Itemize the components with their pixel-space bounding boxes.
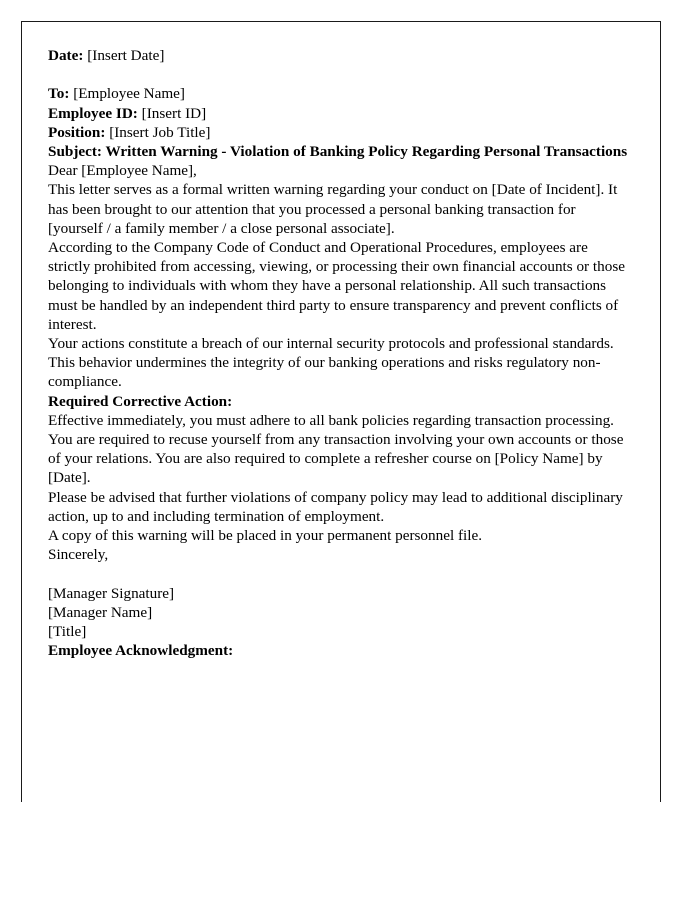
manager-name-line: [Manager Name] bbox=[48, 603, 153, 621]
recipient-block bbox=[48, 84, 630, 142]
document-page bbox=[21, 21, 661, 802]
corrective-action-heading: Required Corrective Action: bbox=[48, 392, 233, 410]
employee-id-value: [Insert ID] bbox=[141, 104, 207, 122]
paragraph-incident: This letter serves as a formal written warning regarding your conduct on [Date of Incident]. It has been brought to our attention that you processed a personal banking transaction for [yourself / a family member / a close personal associate]. bbox=[48, 181, 618, 237]
to-label: To: bbox=[48, 85, 70, 103]
paragraph-corrective: Effective immediately, you must adhere to all bank policies regarding transaction processing. You are required to recuse yourself from any transaction involving your own accounts or those of your relations. You are also required to complete a refresher course on [Policy Name] by [Date]. bbox=[48, 411, 624, 487]
to-value: [Employee Name] bbox=[73, 85, 185, 103]
subject-line: Subject: Written Warning - Violation of Banking Policy Regarding Personal Transactions bbox=[48, 143, 628, 160]
sign-off: Sincerely, bbox=[48, 546, 109, 564]
date-label: Date: bbox=[48, 47, 84, 64]
date-value: [Insert Date] bbox=[87, 47, 165, 64]
paragraph-breach: Your actions constitute a breach of our internal security protocols and professional standards. This behavior undermines the integrity of our banking operations and risks regulatory non-compliance. bbox=[48, 335, 614, 391]
position-value: [Insert Job Title] bbox=[109, 123, 211, 141]
employee-acknowledgment-heading: Employee Acknowledgment: bbox=[48, 642, 234, 660]
paragraph-policy: According to the Company Code of Conduct and Operational Procedures, employees are strictly prohibited from accessing, viewing, or processing their own financial accounts or those belonging to individuals with whom they have a personal relationship. All such transactions must be handled by an independent third party to ensure transparency and prevent conflicts of interest. bbox=[48, 239, 625, 333]
employee-id-label: Employee ID: bbox=[48, 104, 138, 122]
manager-signature-line: [Manager Signature] bbox=[48, 584, 175, 602]
signature-block bbox=[48, 584, 630, 642]
employee-id-line bbox=[48, 104, 630, 123]
manager-title-line: [Title] bbox=[48, 623, 87, 641]
date-line bbox=[48, 46, 630, 65]
position-line bbox=[48, 123, 630, 142]
paragraph-further-violations: Please be advised that further violations of company policy may lead to additional disciplinary action, up to and including termination of employment. bbox=[48, 488, 623, 525]
salutation: Dear [Employee Name], bbox=[48, 162, 197, 180]
to-line bbox=[48, 84, 630, 103]
letter-body bbox=[48, 46, 630, 660]
paragraph-personnel-file: A copy of this warning will be placed in your permanent personnel file. bbox=[48, 527, 482, 545]
position-label: Position: bbox=[48, 123, 106, 141]
